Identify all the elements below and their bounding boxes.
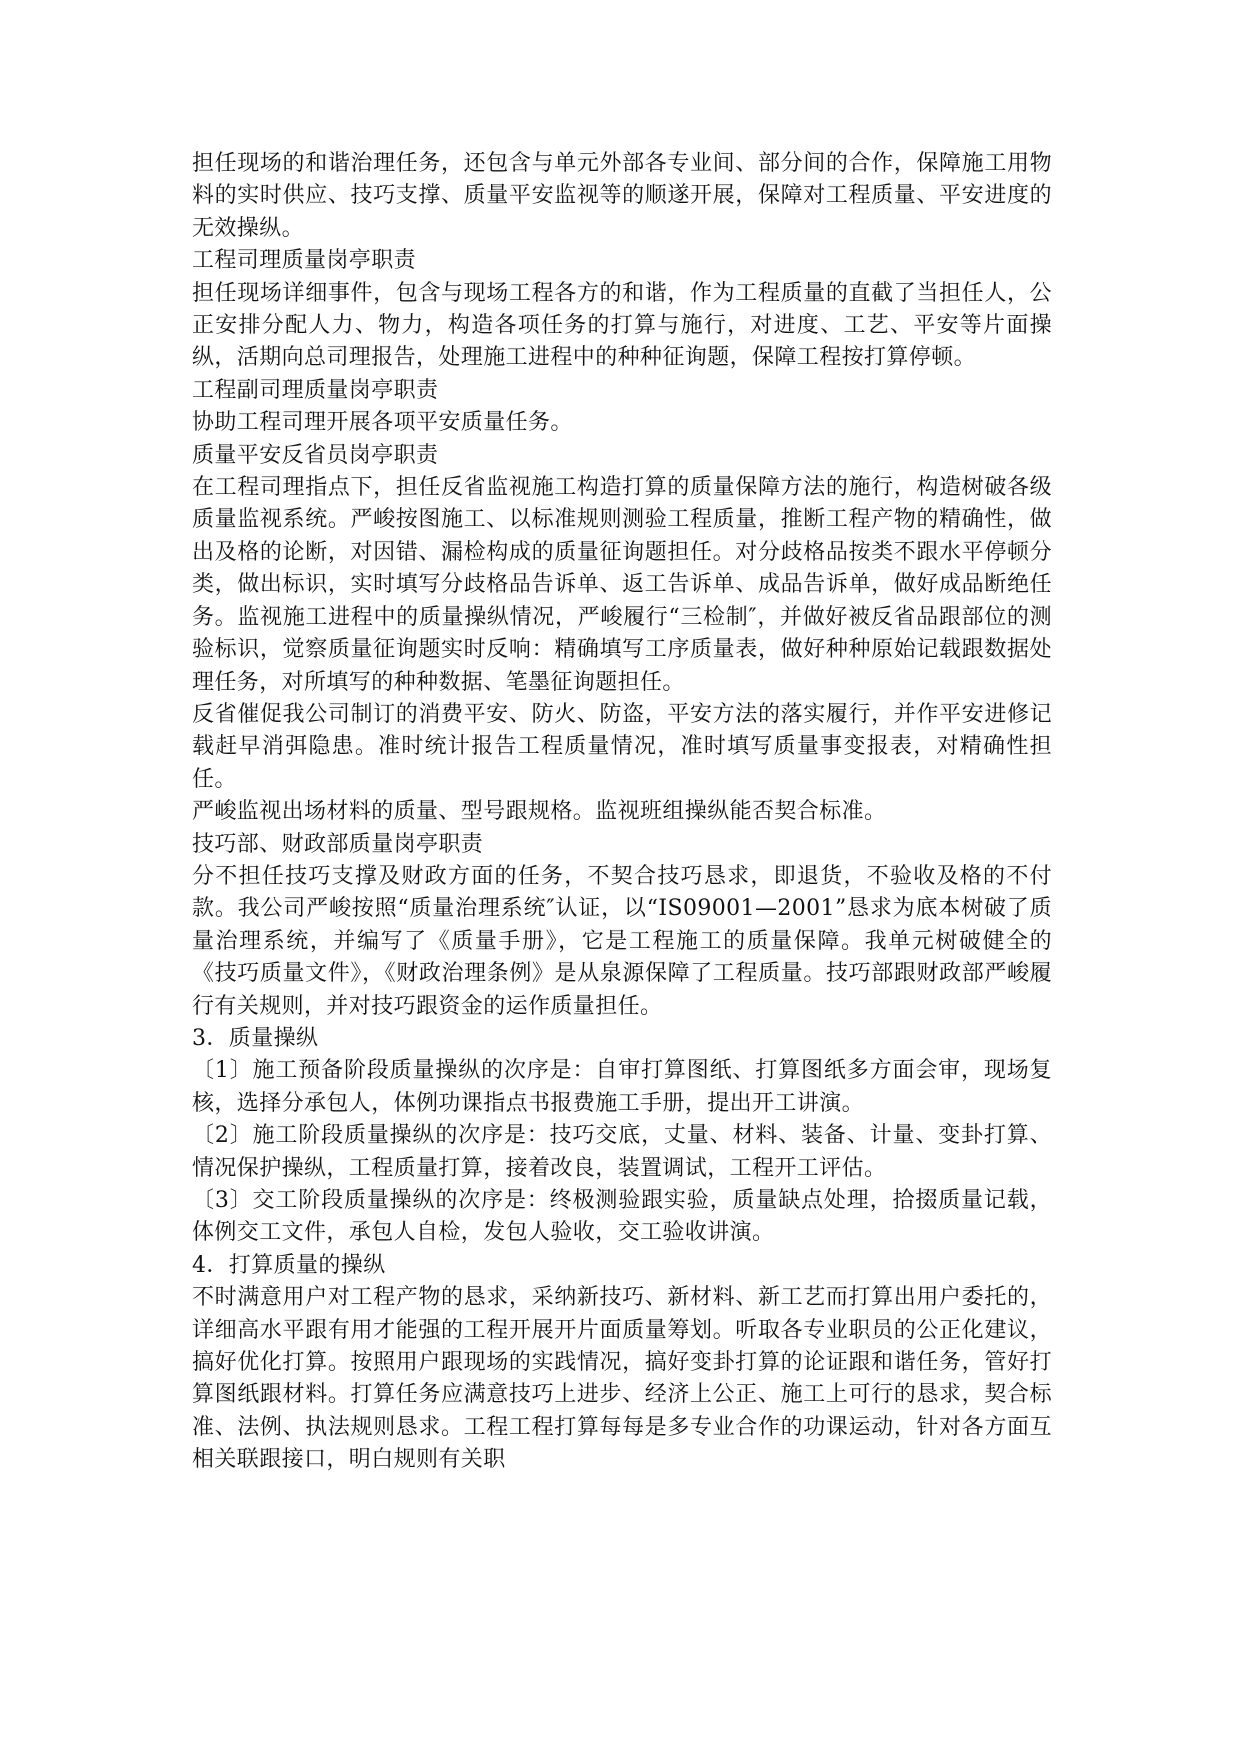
paragraph-deputy-manager-duties: 协助工程司理开展各项平安质量任务。: [192, 410, 573, 436]
paragraph-design-quality: 不时满意用户对工程产物的恳求，采纳新技巧、新材料、新工艺而打算出用户委托的，详细高水平跟有用才能强的工程开展开片面质量筹划。听取各专业职员的公正化建议，搞好优化打算。按照用户跟现场的实践情况，搞好变卦打算的论证跟和谐任务，管好打算图纸跟材料。打算任务应满意技巧上进步、经济上公正、施工上可行的恳求，契合标准、法例、执法规则恳求。工程工程打算每每是多专业合作的功课运动，针对各方面互相关联跟接口，明白规则有关职: [192, 1285, 1052, 1473]
paragraph-material-supervision: 严峻监视出场材料的质量、型号跟规格。监视班组操纵能否契合标准。: [192, 799, 887, 825]
list-item-handover-stage: 〔3〕交工阶段质量操纵的次序是：终极测验跟实验，质量缺点处理，拾掇质量记载，体例交工文件，承包人自检，发包人验收，交工验收讲演。: [192, 1188, 1052, 1246]
paragraph-safety-supervision: 反省催促我公司制订的消费平安、防火、防盗，平安方法的落实履行，并作平安进修记载赶早消弭隐患。准时统计报告工程质量情况，准时填写质量事变报表，对精确性担任。: [192, 701, 1052, 792]
heading-inspector-duties: 质量平安反省员岗亭职责: [192, 442, 439, 468]
paragraph-project-manager-duties: 担任现场详细事件，包含与现场工程各方的和谐，作为工程质量的直截了当担任人，公正安排分配人力、物力，构造各项任务的打算与施行，对进度、工艺、平安等片面操纵，活期向总司理报告，处理施工进程中的种种征询题，保障工程按打算停顿。: [192, 280, 1052, 371]
heading-tech-finance-duties: 技巧部、财政部质量岗亭职责: [192, 831, 484, 857]
heading-deputy-manager-duties: 工程副司理质量岗亭职责: [192, 377, 439, 403]
section-heading-design-quality: 4．打算质量的操纵: [192, 1252, 386, 1278]
document-body: [192, 148, 1052, 1477]
heading-project-manager-duties: 工程司理质量岗亭职责: [192, 248, 417, 274]
list-item-preparation-stage: 〔1〕施工预备阶段质量操纵的次序是：自审打算图纸、打算图纸多方面会审，现场复核，选择分承包人，体例功课指点书报费施工手册，提出开工讲演。: [192, 1058, 1052, 1116]
paragraph-inspector-duties: 在工程司理指点下，担任反省监视施工构造打算的质量保障方法的施行，构造树破各级质量监视系统。严峻按图施工、以标准规则测验工程质量，推断工程产物的精确性，做出及格的论断，对因错、漏检构成的质量征询题担任。对分歧格品按类不跟水平停顿分类，做出标识，实时填写分歧格品告诉单、返工告诉单、成品告诉单，做好成品断绝任务。监视施工进程中的质量操纵情况，严峻履行“三检制″，并做好被反省品跟部位的测验标识，觉察质量征询题实时反响：精确填写工序质量表，做好种种原始记载跟数据处理任务，对所填写的种种数据、笔墨征询题担任。: [192, 475, 1052, 695]
paragraph-site-coordination: 担任现场的和谐治理任务，还包含与单元外部各专业间、部分间的合作，保障施工用物料的实时供应、技巧支撑、质量平安监视等的顺遂开展，保障对工程质量、平安进度的无效操纵。: [192, 151, 1052, 241]
section-heading-quality-control: 3．质量操纵: [192, 1025, 319, 1051]
list-item-construction-stage: 〔2〕施工阶段质量操纵的次序是：技巧交底，丈量、材料、装备、计量、变卦打算、情况保护操纵，工程质量打算，接着改良，装置调试，工程开工评估。: [192, 1123, 1052, 1181]
paragraph-tech-finance-duties: 分不担任技巧支撑及财政方面的任务，不契合技巧恳求，即退货，不验收及格的不付款。我公司严峻按照“质量治理系统″认证，以“IS09001—2001”恳求为底本树破了质量治理系统，并编写了《质量手册》，它是工程施工的质量保障。我单元树破健全的《技巧质量文件》，《财政治理条例》是从泉源保障了工程质量。技巧部跟财政部严峻履行有关规则，并对技巧跟资金的运作质量担任。: [192, 863, 1052, 1019]
